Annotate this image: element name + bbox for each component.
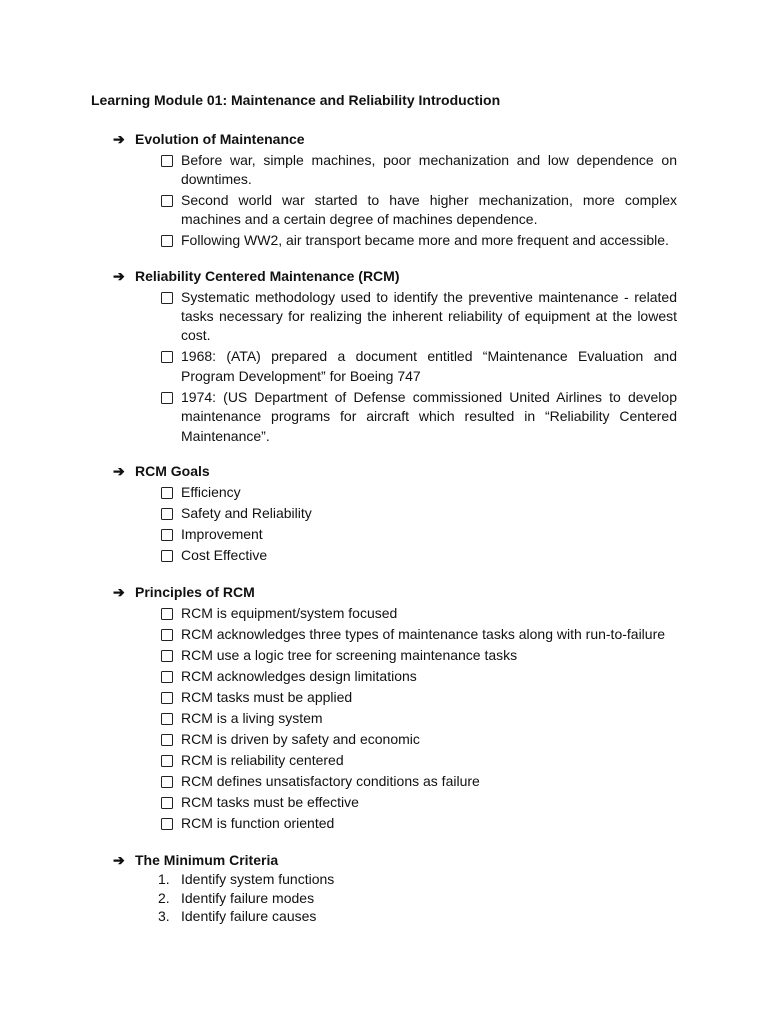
section-evolution-of-maintenance (113, 129, 693, 251)
checkbox-icon[interactable] (161, 608, 173, 620)
list-item-text: Efficiency (181, 483, 241, 500)
list-item (113, 347, 677, 386)
list-item-text: 1974: (US Department of Defense commissioned United Airlines to develop maintenance programs for aircraft which resulted in “Reliability Centered Maintenance”. (181, 388, 677, 444)
list-number: 1. (158, 871, 170, 887)
section-heading-text: Principles of RCM (135, 584, 255, 600)
list-item (113, 388, 677, 446)
numbered-list (113, 870, 693, 926)
section-heading-text: Reliability Centered Maintenance (RCM) (135, 268, 400, 284)
list-item-text: Identify failure modes (181, 889, 315, 906)
list-item (113, 772, 677, 791)
checkbox-icon[interactable] (161, 508, 173, 520)
checkbox-icon[interactable] (161, 392, 173, 404)
list-item (113, 646, 677, 665)
arrow-right-icon: ➔ (113, 584, 125, 600)
section-rcm-goals (113, 461, 693, 565)
section-minimum-criteria (113, 850, 693, 926)
checkbox-icon[interactable] (161, 487, 173, 499)
section-heading (113, 850, 693, 870)
arrow-right-icon: ➔ (113, 131, 125, 147)
list-item (113, 525, 677, 544)
list-item (113, 504, 677, 523)
section-rcm (113, 266, 693, 446)
list-item-text: Second world war started to have higher mechanization, more complex machines and a certain degree of machines dependence. (181, 192, 677, 228)
list-item (113, 730, 677, 749)
list-item (113, 483, 677, 502)
arrow-right-icon: ➔ (113, 268, 125, 284)
list-item-text: Before war, simple machines, poor mechanization and low dependence on downtimes. (181, 151, 677, 187)
section-heading-text: Evolution of Maintenance (135, 131, 305, 147)
list-number: 3. (158, 908, 170, 925)
section-heading (113, 461, 693, 481)
checkbox-icon[interactable] (161, 195, 173, 207)
checkbox-icon[interactable] (161, 292, 173, 304)
list-item-text: Identify failure causes (181, 908, 317, 925)
list-item (113, 889, 693, 908)
checkbox-icon[interactable] (161, 692, 173, 704)
list-item (113, 870, 693, 889)
list-item-text: RCM is a living system (181, 709, 323, 726)
checkbox-icon[interactable] (161, 776, 173, 788)
list-item-text: 1968: (ATA) prepared a document entitled “Maintenance Evaluation and Program Development” for Boeing 747 (181, 348, 677, 384)
list-item (113, 709, 677, 728)
list-item-text: Systematic methodology used to identify the preventive maintenance - related tasks necessary for realizing the inherent reliability of equipment at the lowest cost. (181, 288, 677, 344)
list-item-text: RCM defines unsatisfactory conditions as failure (181, 772, 480, 789)
list-item-text: Improvement (181, 525, 263, 542)
checklist (113, 151, 693, 251)
list-item-text: Identify system functions (181, 871, 335, 887)
list-item (113, 546, 677, 565)
list-item-text: RCM is reliability centered (181, 751, 344, 768)
checkbox-icon[interactable] (161, 351, 173, 363)
section-principles-of-rcm (113, 582, 693, 833)
list-item-text: RCM tasks must be effective (181, 793, 359, 810)
checkbox-icon[interactable] (161, 650, 173, 662)
section-heading-text: RCM Goals (135, 463, 210, 479)
list-item (113, 231, 677, 250)
checkbox-icon[interactable] (161, 529, 173, 541)
list-item (113, 288, 677, 346)
checklist (113, 483, 693, 565)
section-heading (113, 582, 693, 602)
list-item (113, 625, 677, 644)
list-item (113, 751, 677, 770)
section-heading-text: The Minimum Criteria (135, 852, 279, 868)
list-item (113, 814, 677, 833)
list-item-text: RCM tasks must be applied (181, 688, 353, 705)
list-item-text: Following WW2, air transport became more and more frequent and accessible. (181, 232, 669, 249)
list-item-text: RCM acknowledges design limitations (181, 667, 417, 684)
list-item (113, 604, 677, 623)
list-item-text: Cost Effective (181, 546, 268, 563)
checkbox-icon[interactable] (161, 629, 173, 641)
list-item (113, 191, 677, 230)
list-item-text: RCM is function oriented (181, 814, 335, 831)
list-item-text: RCM is equipment/system focused (181, 604, 398, 621)
checkbox-icon[interactable] (161, 797, 173, 809)
list-item (113, 793, 677, 812)
list-item (113, 688, 677, 707)
checkbox-icon[interactable] (161, 235, 173, 247)
checklist (113, 288, 693, 446)
list-item-text: Safety and Reliability (181, 504, 312, 521)
checkbox-icon[interactable] (161, 550, 173, 562)
checkbox-icon[interactable] (161, 671, 173, 683)
checkbox-icon[interactable] (161, 755, 173, 767)
list-item (113, 151, 677, 190)
list-number: 2. (158, 889, 170, 906)
checkbox-icon[interactable] (161, 734, 173, 746)
arrow-right-icon: ➔ (113, 852, 125, 868)
list-item (113, 907, 693, 926)
list-item-text: RCM use a logic tree for screening maintenance tasks (181, 646, 518, 663)
list-item (113, 667, 677, 686)
page-title: Learning Module 01: Maintenance and Reliability Introduction (91, 92, 501, 108)
checkbox-icon[interactable] (161, 818, 173, 830)
checkbox-icon[interactable] (161, 713, 173, 725)
section-heading (113, 266, 693, 286)
list-item-text: RCM acknowledges three types of maintenance tasks along with run-to-failure (181, 625, 666, 642)
arrow-right-icon: ➔ (113, 463, 125, 479)
checkbox-icon[interactable] (161, 155, 173, 167)
section-heading (113, 129, 693, 149)
list-item-text: RCM is driven by safety and economic (181, 730, 420, 747)
checklist (113, 604, 693, 833)
